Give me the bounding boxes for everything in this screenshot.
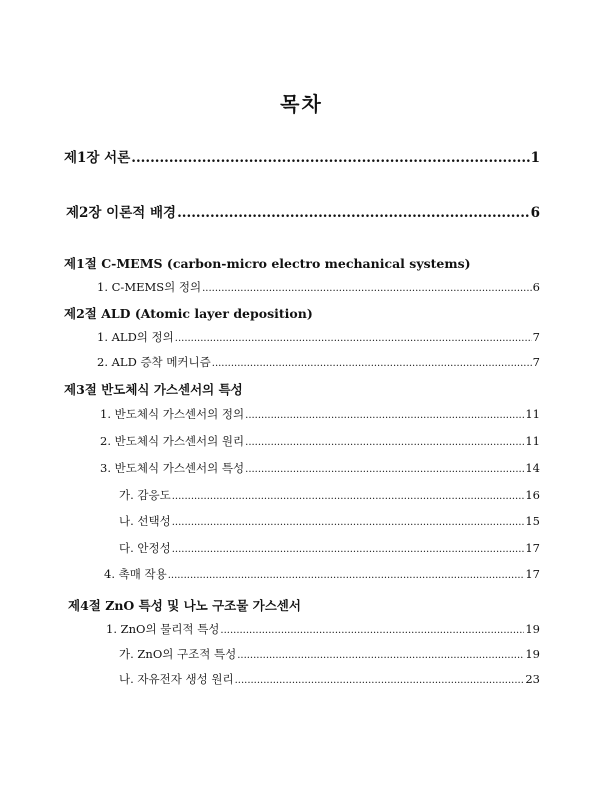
toc-page-number: 23 [525, 672, 540, 686]
toc-entry-item[interactable] [100, 460, 540, 476]
toc-section-label: 제4절 ZnO 특성 및 나노 구조물 가스센서 [68, 598, 301, 613]
toc-entry-chapter-2[interactable] [66, 201, 540, 221]
toc-label: 제2장 이론적 배경 [66, 205, 177, 221]
toc-section-label: 제2절 ALD (Atomic layer deposition) [64, 306, 313, 321]
toc-page-number: 16 [525, 488, 540, 502]
toc-entry-item[interactable] [97, 279, 540, 295]
leader-dots [245, 461, 524, 475]
toc-section-1[interactable] [64, 254, 471, 272]
toc-entry-item[interactable] [100, 433, 540, 449]
leader-dots [212, 355, 532, 369]
toc-page-number: 17 [525, 541, 540, 555]
leader-dots [235, 672, 525, 686]
toc-page-number: 11 [525, 434, 540, 448]
toc-label: 다. 안정성 [119, 541, 171, 555]
toc-label: 1. 반도체식 가스센서의 정의 [100, 407, 245, 421]
toc-page-number: 11 [525, 407, 540, 421]
toc-page-number: 6 [530, 205, 540, 221]
toc-page-number: 17 [525, 567, 540, 581]
toc-entry-item[interactable] [97, 329, 540, 345]
page-title: 목차 [280, 92, 323, 116]
toc-label: 가. ZnO의 구조적 특성 [119, 647, 237, 661]
toc-label: 가. 감응도 [119, 488, 171, 502]
leader-dots [168, 567, 525, 581]
leader-dots [131, 150, 529, 166]
toc-section-2[interactable] [64, 304, 313, 322]
toc-section-label: 제3절 반도체식 가스센서의 특성 [64, 382, 243, 397]
toc-label: 3. 반도체식 가스센서의 특성 [100, 461, 245, 475]
toc-page-number: 7 [532, 355, 540, 369]
toc-entry-item[interactable] [119, 513, 540, 529]
toc-entry-item[interactable] [97, 354, 540, 370]
toc-label: 1. C-MEMS의 정의 [97, 280, 202, 294]
leader-dots [237, 647, 524, 661]
toc-label: 나. 자유전자 생성 원리 [119, 672, 234, 686]
toc-page-number: 14 [525, 461, 540, 475]
toc-label: 2. ALD 증착 메커니즘 [97, 355, 211, 369]
toc-page-number: 7 [532, 330, 540, 344]
toc-label: 1. ZnO의 물리적 특성 [106, 622, 220, 636]
toc-label: 1. ALD의 정의 [97, 330, 174, 344]
toc-label: 2. 반도체식 가스센서의 원리 [100, 434, 245, 448]
toc-label: 나. 선택성 [119, 514, 171, 528]
leader-dots [220, 622, 524, 636]
toc-label: 4. 촉매 작용 [104, 567, 167, 581]
leader-dots [245, 434, 524, 448]
leader-dots [172, 488, 525, 502]
leader-dots [177, 205, 530, 221]
toc-section-3[interactable] [64, 380, 243, 398]
toc-section-label: 제1절 C-MEMS (carbon-micro electro mechanical systems) [64, 256, 471, 271]
toc-entry-item[interactable] [100, 406, 540, 422]
toc-page-number: 15 [525, 514, 540, 528]
leader-dots [172, 514, 525, 528]
toc-entry-item[interactable] [106, 621, 540, 637]
leader-dots [172, 541, 525, 555]
toc-entry-item[interactable] [104, 566, 540, 582]
leader-dots [175, 330, 532, 344]
leader-dots [202, 280, 532, 294]
toc-entry-chapter-1[interactable] [64, 146, 540, 166]
toc-section-4[interactable] [68, 596, 301, 614]
leader-dots [245, 407, 524, 421]
toc-entry-item[interactable] [119, 540, 540, 556]
toc-page-number: 19 [525, 622, 540, 636]
toc-label: 제1장 서론 [64, 150, 131, 166]
toc-entry-item[interactable] [119, 671, 540, 687]
toc-page-number: 19 [525, 647, 540, 661]
toc-entry-item[interactable] [119, 646, 540, 662]
toc-entry-item[interactable] [119, 487, 540, 503]
toc-page-number: 6 [532, 280, 540, 294]
toc-page-number: 1 [530, 150, 540, 166]
